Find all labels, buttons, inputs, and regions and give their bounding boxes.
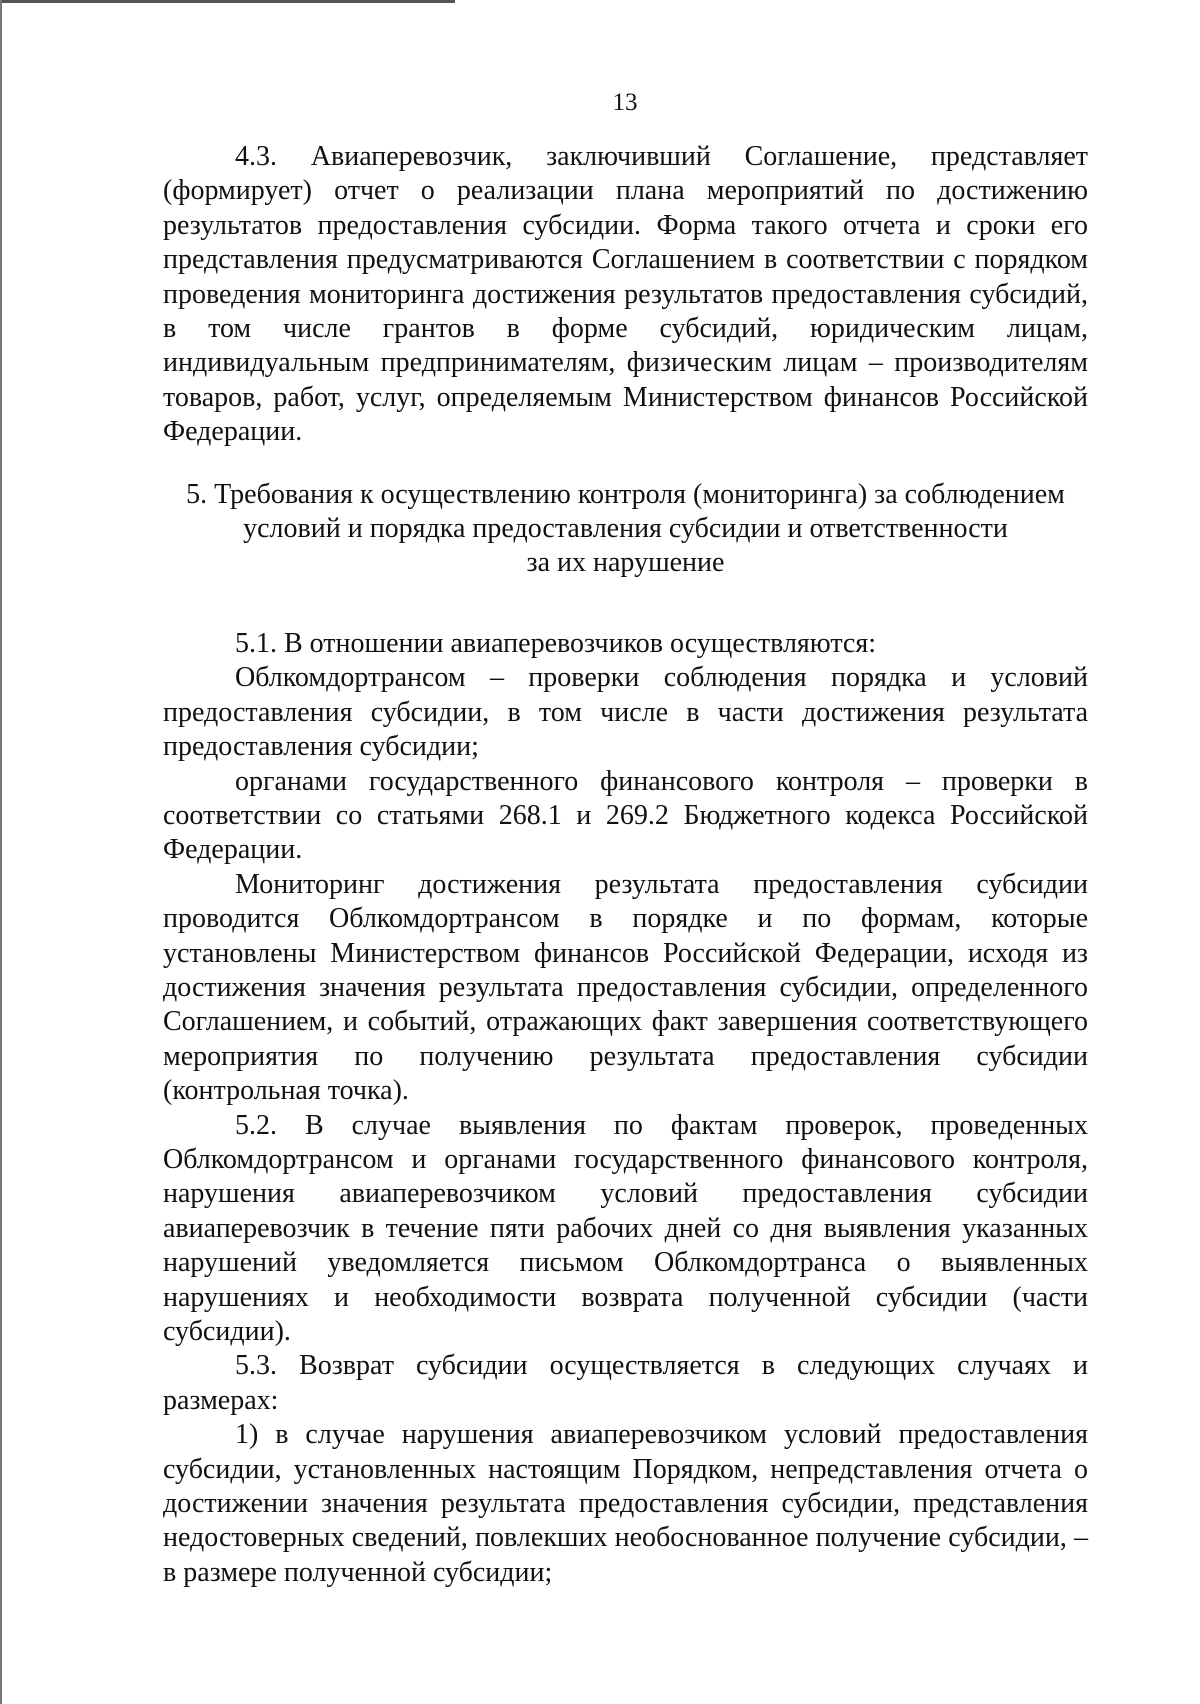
document-body [163,140,1088,1590]
section-heading-line-1: 5. Требования к осуществлению контроля (мониторинга) за соблюдением [186,478,1065,510]
paragraph-5-2: 5.2. В случае выявления по фактам проверок, проведенных Облкомдортрансом и органами государственного финансового контроля, нарушения авиаперевозчиком условий предоставления субсидии авиаперевозчик в течение пяти рабочих дней со дня выявления указанных нарушений уведомляется письмом Облкомдортранса о выявленных нарушениях и необходимости возврата полученной субсидии (части субсидии). [163,1109,1088,1347]
scan-edge-left [0,0,2,1704]
section-heading [163,478,1088,581]
paragraph-5-1: 5.1. В отношении авиаперевозчиков осуществляются: [235,627,877,659]
paragraph-4-3: 4.3. Авиаперевозчик, заключивший Соглашение, представляет (формирует) отчет о реализации плана мероприятий по достижению результатов предоставления субсидии. Форма такого отчета и сроки его представления предусматриваются Соглашением в соответствии с порядком проведения мониторинга достижения результатов предоставления субсидий, в том числе грантов в форме субсидий, юридическим лицам, индивидуальным предпринимателям, физическим лицам – производителям товаров, работ, услуг, определяемым Министерством финансов Российской Федерации. [163,141,1088,448]
paragraph-monitoring: Мониторинг достижения результата предоставления субсидии проводится Облкомдортрансом в порядке и по формам, которые установлены Министерством финансов Российской Федерации, исходя из достижения значения результата предоставления субсидии, определенного Соглашением, и событий, отражающих факт завершения соответствующего мероприятия по получению результата предоставления субсидии (контрольная точка). [163,868,1088,1107]
paragraph-oblkomdortrans-checks: Облкомдортрансом – проверки соблюдения порядка и условий предоставления субсидии, в том числе в части достижения результата предоставления субсидии; [163,662,1088,763]
section-heading-line-2: условий и порядка предоставления субсидии и ответственности [243,513,1008,545]
section-heading-line-3: за их нарушение [526,547,725,579]
scan-edge-top [0,0,455,3]
page-number: 13 [612,89,638,116]
paragraph-5-3: 5.3. Возврат субсидии осуществляется в следующих случаях и размерах: [163,1350,1088,1416]
paragraph-state-financial-control: органами государственного финансового контроля – проверки в соответствии со статьями 268.1 и 269.2 Бюджетного кодекса Российской Федерации. [163,765,1088,866]
paragraph-5-3-item-1: 1) в случае нарушения авиаперевозчиком условий предоставления субсидии, установленных настоящим Порядком, непредставления отчета о достижении значения результата предоставления субсидии, представления недостоверных сведений, повлекших необоснованное получение субсидии, – в размере полученной субсидии; [163,1419,1088,1588]
